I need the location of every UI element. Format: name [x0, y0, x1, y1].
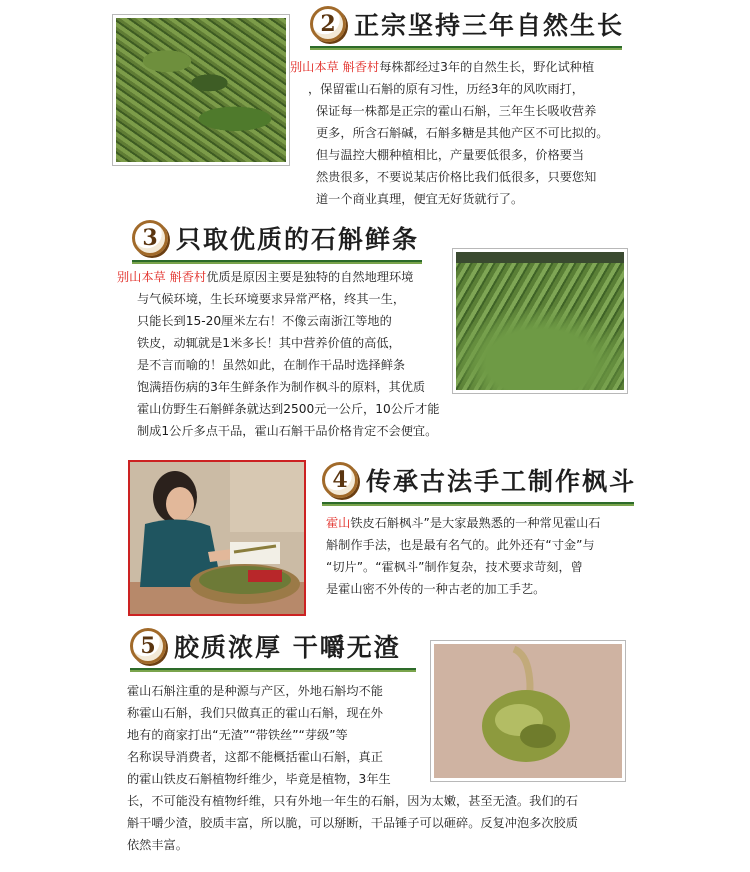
- moss-photo: [112, 14, 290, 166]
- section-title-2: 正宗坚持三年自然生长: [354, 11, 625, 40]
- body-line: 饱满捂伤病的3年生鲜条作为制作枫斗的原料，其优质: [137, 380, 426, 394]
- body-line: 别山本草 斛香村优质是原因主要是独特的自然地理环境: [117, 270, 414, 284]
- body-line: 长，不可能没有植物纤维，只有外地一年生的石斛，因为太嫩，甚至无渣。我们的石: [127, 794, 578, 808]
- body-line: 名称误导消费者，这都不能概括霍山石斛，真正: [127, 750, 383, 764]
- section-heading-3: [132, 220, 419, 256]
- body-line: 别山本草 斛香村每株都经过3年的自然生长，野化试种植: [290, 60, 595, 74]
- section-body-4: [326, 512, 600, 600]
- body-line: 是不言而喻的！虽然如此，在制作干品时选择鲜条: [137, 358, 406, 372]
- section-title-5: 胶质浓厚 干嚼无渣: [174, 633, 401, 662]
- body-line: 只能长到15-20厘米左右！不像云南浙江等地的: [137, 314, 392, 328]
- section-body-5: [127, 680, 578, 856]
- body-line: 但与温控大棚种植相比，产量要低很多，价格要当: [316, 148, 585, 162]
- body-line: 地有的商家打出“无渣”“带铁丝”“芽级”等: [127, 728, 348, 742]
- section-title-3: 只取优质的石斛鲜条: [176, 225, 420, 254]
- body-line: 霍山石斛注重的是种源与产区，外地石斛均不能: [127, 684, 383, 698]
- body-line: 霍山仿野生石斛鲜条就达到2500元一公斤，10公斤才能: [137, 402, 440, 416]
- number-badge-5: 5: [130, 628, 166, 664]
- body-line: 更多，所含石斛碱，石斛多糖是其他产区不可比拟的。: [316, 126, 609, 140]
- greenhouse-photo: [452, 248, 628, 394]
- section-heading-4: [322, 462, 636, 498]
- number-badge-4: 4: [322, 462, 358, 498]
- handmade-photo: [128, 460, 306, 616]
- body-line: 称霍山石斛，我们只做真正的霍山石斛，现在外: [127, 706, 383, 720]
- body-line: 与气候环境，生长环境要求异常严格，终其一生，: [137, 292, 406, 306]
- woman-illustration: [130, 462, 304, 614]
- body-line: 然贵很多，不要说某店价格比我们低很多，只要您知: [316, 170, 597, 184]
- body-line: 铁皮，动辄就是1米多长！其中营养价值的高低，: [137, 336, 401, 350]
- body-line: 是霍山密不外传的一种古老的加工手艺。: [326, 582, 546, 596]
- body-line: 斛制作手法，也是最有名气的。此外还有“寸金”与: [326, 538, 595, 552]
- section-body-2: [290, 56, 609, 210]
- section-body-3: [117, 266, 439, 442]
- body-line: 霍山铁皮石斛枫斗”是大家最熟悉的一种常见霍山石: [326, 516, 601, 530]
- body-line: 的霍山铁皮石斛植物纤维少，毕竟是植物，3年生: [127, 772, 391, 786]
- section-heading-5: [130, 628, 401, 664]
- body-line: 斛干嚼少渣，胶质丰富，所以脆，可以掰断，干品锤子可以砸碎。反复冲泡多次胶质: [127, 816, 578, 830]
- body-line: “切片”。“霍枫斗”制作复杂，技术要求苛刻，曾: [326, 560, 583, 574]
- heading-rule-2: [310, 46, 622, 50]
- number-badge-2: 2: [310, 6, 346, 42]
- heading-rule-4: [322, 502, 634, 506]
- number-badge-3: 3: [132, 220, 168, 256]
- body-line: 依然丰富。: [127, 838, 188, 852]
- body-line: 道一个商业真理，便宜无好货就行了。: [316, 192, 524, 206]
- heading-rule-3: [132, 260, 422, 264]
- body-line: 制成1公斤多点干品，霍山石斛干品价格肯定不会便宜。: [137, 424, 438, 438]
- heading-rule-5: [130, 668, 416, 672]
- body-line: 保证每一株都是正宗的霍山石斛，三年生长吸收营养: [316, 104, 597, 118]
- section-heading-2: [310, 6, 624, 42]
- body-line: ，保留霍山石斛的原有习性，历经3年的风吹雨打，: [308, 82, 584, 96]
- section-title-4: 传承古法手工制作枫斗: [366, 467, 637, 496]
